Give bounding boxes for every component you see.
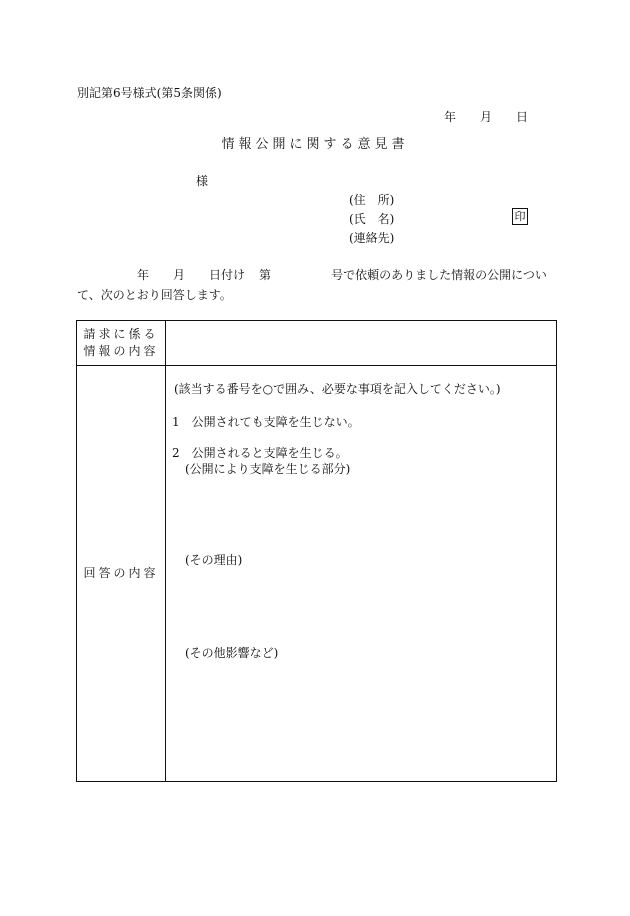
body-text-line1 (137, 266, 547, 283)
table-row-response (77, 366, 557, 782)
contact-label: (連絡先) (349, 231, 395, 245)
date-line (444, 108, 528, 125)
requested-info-label (77, 321, 166, 366)
table-row-requested-info (77, 321, 557, 366)
seal-mark: 印 (512, 208, 528, 225)
hindrance-part-label: (公開により支障を生じる部分) (185, 462, 351, 476)
document-title: 情報公開に関する意見書 (221, 137, 409, 152)
instruction-text: (該当する番号を○で囲み、必要な事項を記入してください。) (174, 382, 501, 396)
other-impact-label: (その他影響など) (185, 646, 279, 660)
name-label: (氏 名) (349, 212, 395, 226)
date-month: 月 (480, 110, 493, 124)
form-number-label: 別記第6号様式(第5条関係) (77, 86, 222, 100)
response-content-field[interactable] (166, 366, 557, 782)
body-rest: 号で依頼のありました情報の公開につい (331, 268, 547, 282)
date-day: 日 (516, 110, 529, 124)
reason-label: (その理由) (185, 553, 243, 567)
body-day-dated: 日付け (209, 268, 246, 282)
body-dai: 第 (259, 268, 272, 282)
response-content-label: 回答の内容 (77, 366, 166, 782)
response-form-table (76, 320, 557, 782)
addressee-honorific: 様 (196, 174, 209, 188)
option-no-hindrance[interactable]: 1 公開されても支障を生じない。 (172, 415, 360, 429)
body-month: 月 (173, 268, 186, 282)
body-text-line2: て、次のとおり回答します。 (77, 288, 232, 302)
address-label: (住 所) (349, 193, 395, 207)
requested-info-label-line2: 情報の内容 (83, 344, 159, 358)
requested-info-field[interactable] (166, 321, 557, 366)
body-year: 年 (137, 268, 150, 282)
date-year: 年 (444, 110, 457, 124)
requested-info-label-line1: 請求に係る (83, 327, 159, 341)
option-hindrance[interactable]: 2 公開されると支障を生じる。 (172, 446, 348, 460)
